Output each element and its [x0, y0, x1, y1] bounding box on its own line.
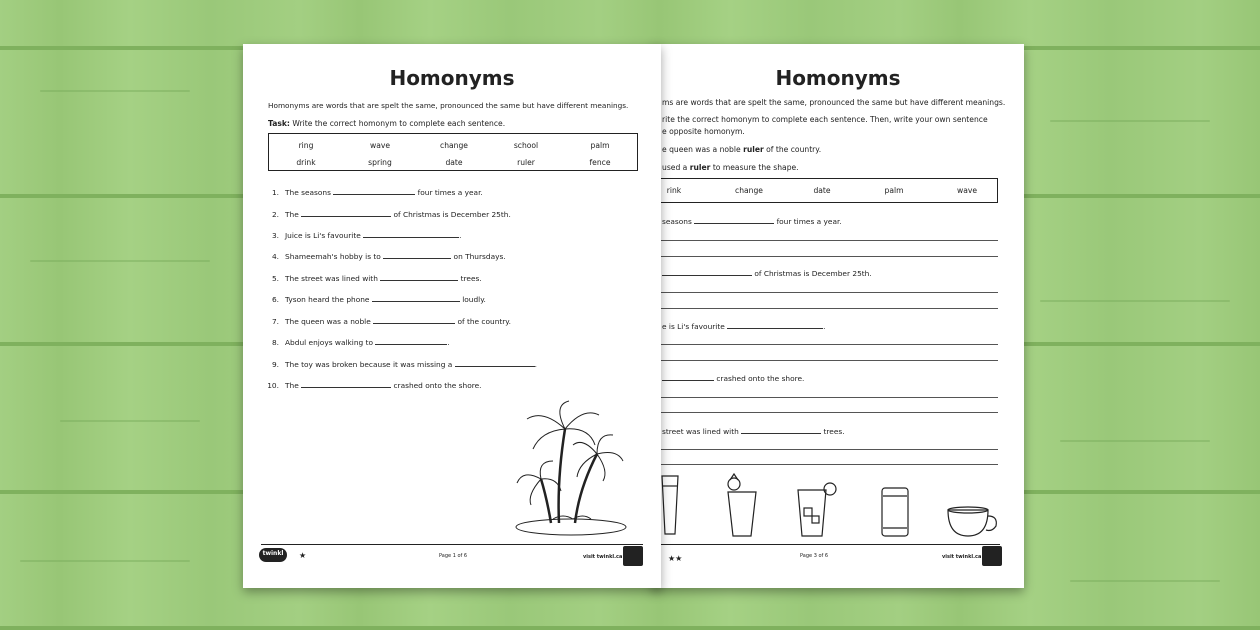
worksheet-page-3 [652, 44, 1024, 588]
word-bank-item: ruler [517, 158, 535, 167]
page-number: Page 3 of 6 [800, 553, 829, 559]
word-bank-item: change [735, 186, 763, 195]
glass-icon [662, 476, 678, 534]
exercise-item: seasons four times a year. [662, 217, 842, 226]
can-icon [882, 488, 908, 536]
exercise-item: street was lined with trees. [662, 427, 845, 436]
difficulty-stars: ★ [299, 551, 307, 560]
task-text-line1: rite the correct homonym to complete each sentence. Then, write your own sentence [662, 115, 988, 124]
smoothie-icon [728, 474, 756, 536]
word-bank [658, 178, 998, 203]
exercise-item: 6. Tyson heard the phone loudly. [271, 295, 486, 304]
intro-text: ms are words that are spelt the same, pronounced the same but have different meanings. [662, 98, 1006, 107]
site-link[interactable]: visit twinkl.ca [942, 554, 982, 560]
lemonade-icon [798, 483, 836, 536]
word-bank-item: palm [884, 186, 904, 195]
drinks-illustration [652, 472, 1024, 542]
page-title: Homonyms [389, 66, 515, 90]
word-bank-item: palm [590, 141, 610, 150]
twinkl-logo: twinkl [259, 548, 287, 562]
exercise-item: 1. The seasons four times a year. [271, 188, 483, 197]
twinkl-badge-icon [623, 546, 643, 566]
exercise-item: crashed onto the shore. [662, 373, 804, 383]
exercise-item: 2. The of Christmas is December 25th. [271, 210, 511, 219]
page-title: Homonyms [775, 66, 901, 90]
exercise-item: 3. Juice is Li's favourite . [271, 231, 462, 240]
task-text-line2: e opposite homonym. [662, 127, 745, 136]
word-bank-item: ring [298, 141, 314, 150]
difficulty-stars: ★★ [668, 554, 683, 563]
exercise-item: 10. The crashed onto the shore. [267, 381, 482, 390]
example-sentence-1: e queen was a noble ruler of the country. [662, 145, 822, 154]
intro-text: Homonyms are words that are spelt the same, pronounced the same but have different meanings. [268, 101, 629, 110]
cup-icon [948, 507, 996, 536]
word-bank-item: date [813, 186, 831, 195]
exercise-item: of Christmas is December 25th. [662, 268, 872, 278]
exercise-item: 7. The queen was a noble of the country. [271, 317, 511, 326]
site-link[interactable]: visit twinkl.ca [583, 554, 623, 560]
word-bank-item: wave [369, 141, 391, 150]
word-bank-item: spring [368, 158, 392, 167]
exercise-item: 8. Abdul enjoys walking to . [271, 338, 450, 347]
word-bank [268, 133, 638, 171]
exercise-item: e is Li's favourite . [662, 322, 826, 331]
word-bank-item: wave [956, 186, 978, 195]
exercise-item: 4. Shameemah's hobby is to on Thursdays. [271, 252, 506, 261]
word-bank-item: change [440, 141, 468, 150]
word-bank-item: date [445, 158, 463, 167]
task-text: Task: Write the correct homonym to complete each sentence. [268, 119, 506, 128]
word-bank-item: rink [666, 186, 682, 195]
word-bank-item: drink [296, 158, 316, 167]
worksheet-page-1 [243, 44, 661, 588]
twinkl-badge-icon [982, 546, 1002, 566]
page-number: Page 1 of 6 [439, 553, 468, 559]
word-bank-item: fence [589, 158, 611, 167]
palm-trees-icon [513, 399, 633, 539]
exercise-item: 9. The toy was broken because it was missing a . [271, 360, 538, 369]
exercise-item: 5. The street was lined with trees. [271, 274, 482, 283]
example-sentence-2: used a ruler to measure the shape. [662, 163, 799, 172]
word-bank-item: school [513, 141, 539, 150]
